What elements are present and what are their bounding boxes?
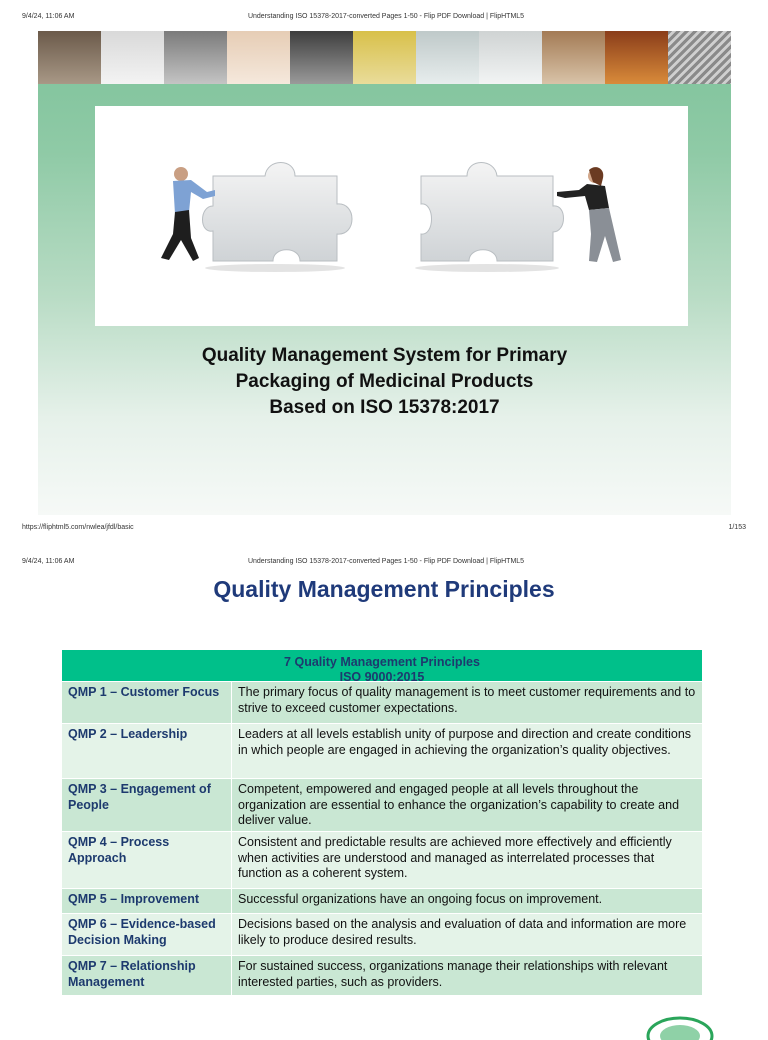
table-row xyxy=(62,723,702,778)
principle-description: Leaders at all levels establish unity of purpose and direction and create conditions in which people are engaged in achieving the organization’s quality objectives. xyxy=(238,727,692,757)
principle-name: QMP 5 – Improvement xyxy=(62,889,232,913)
slide-cover xyxy=(38,31,731,515)
grill-photo xyxy=(164,31,227,84)
print-footer xyxy=(22,521,746,533)
puzzle-illustration xyxy=(95,106,688,326)
cover-title-line-3: Based on ISO 15378:2017 xyxy=(269,397,500,418)
table-row xyxy=(62,681,702,723)
table-row xyxy=(62,913,702,955)
principle-description: Competent, empowered and engaged people at all levels throughout the organization are essential to enhance the organization’s capability to create and deliver value. xyxy=(238,782,680,827)
print-datetime: 9/4/24, 11:06 AM xyxy=(22,12,75,20)
print-datetime: 9/4/24, 11:06 AM xyxy=(22,557,75,565)
principle-name: QMP 4 – Process Approach xyxy=(62,832,232,888)
table-header xyxy=(62,650,702,684)
print-page-number: 1/153 xyxy=(728,523,746,531)
principle-description: The primary focus of quality management is to meet customer requirements and to strive to exceed customer expectations. xyxy=(238,685,696,715)
table-row xyxy=(62,831,702,888)
table-header-line-1: 7 Quality Management Principles xyxy=(284,655,480,669)
slide-logo-icon xyxy=(645,1010,715,1040)
table-header-line-2: ISO 9000:2015 xyxy=(339,670,425,684)
metal-photo xyxy=(668,31,731,84)
principle-name: QMP 3 – Engagement of People xyxy=(62,779,232,831)
principles-table xyxy=(62,650,702,995)
principle-description: For sustained success, organizations manage their relationships with relevant interested parties, such as providers. xyxy=(238,959,668,989)
woman-figure xyxy=(557,167,621,262)
principle-description: Successful organizations have an ongoing focus on improvement. xyxy=(238,892,603,906)
left-puzzle-piece xyxy=(203,163,353,262)
sink-photo xyxy=(479,31,542,84)
kitchen-photo xyxy=(38,31,101,84)
cover-title xyxy=(38,343,731,421)
table-row xyxy=(62,888,702,913)
print-header-2 xyxy=(22,555,750,567)
table-row xyxy=(62,955,702,995)
person-photo xyxy=(227,31,290,84)
print-url[interactable]: https://fliphtml5.com/nwlea/jfdl/basic xyxy=(22,523,134,531)
fireplace-photo xyxy=(605,31,668,84)
principle-name: QMP 6 – Evidence-based Decision Making xyxy=(62,914,232,955)
print-header-1 xyxy=(22,10,750,22)
cover-title-line-2: Packaging of Medicinal Products xyxy=(235,371,534,392)
shower-photo xyxy=(416,31,479,84)
cover-title-line-1: Quality Management System for Primary xyxy=(201,345,568,366)
principles-title: Quality Management Principles xyxy=(213,576,555,602)
tools-photo xyxy=(290,31,353,84)
table-row xyxy=(62,778,702,831)
principle-name: QMP 2 – Leadership xyxy=(62,724,232,778)
toilet-photo xyxy=(101,31,164,84)
right-puzzle-piece xyxy=(421,163,564,262)
print-doc-title: Understanding ISO 15378-2017-converted Pages 1-50 - Flip PDF Download | FlipHTML5 xyxy=(247,12,525,20)
print-doc-title: Understanding ISO 15378-2017-converted Pages 1-50 - Flip PDF Download | FlipHTML5 xyxy=(247,557,525,565)
principle-description: Decisions based on the analysis and evaluation of data and information are more likely to produce desired results. xyxy=(238,917,687,947)
puzzle-illustration-panel xyxy=(95,106,688,326)
faucet-photo xyxy=(542,31,605,84)
principle-name: QMP 7 – Relationship Management xyxy=(62,956,232,995)
principle-description: Consistent and predictable results are achieved more effectively and efficiently when activities are understood and managed as interrelated processes that function as a coherent system. xyxy=(238,835,672,880)
photo-strip xyxy=(38,31,731,84)
principle-name: QMP 1 – Customer Focus xyxy=(62,682,232,723)
label-photo xyxy=(353,31,416,84)
